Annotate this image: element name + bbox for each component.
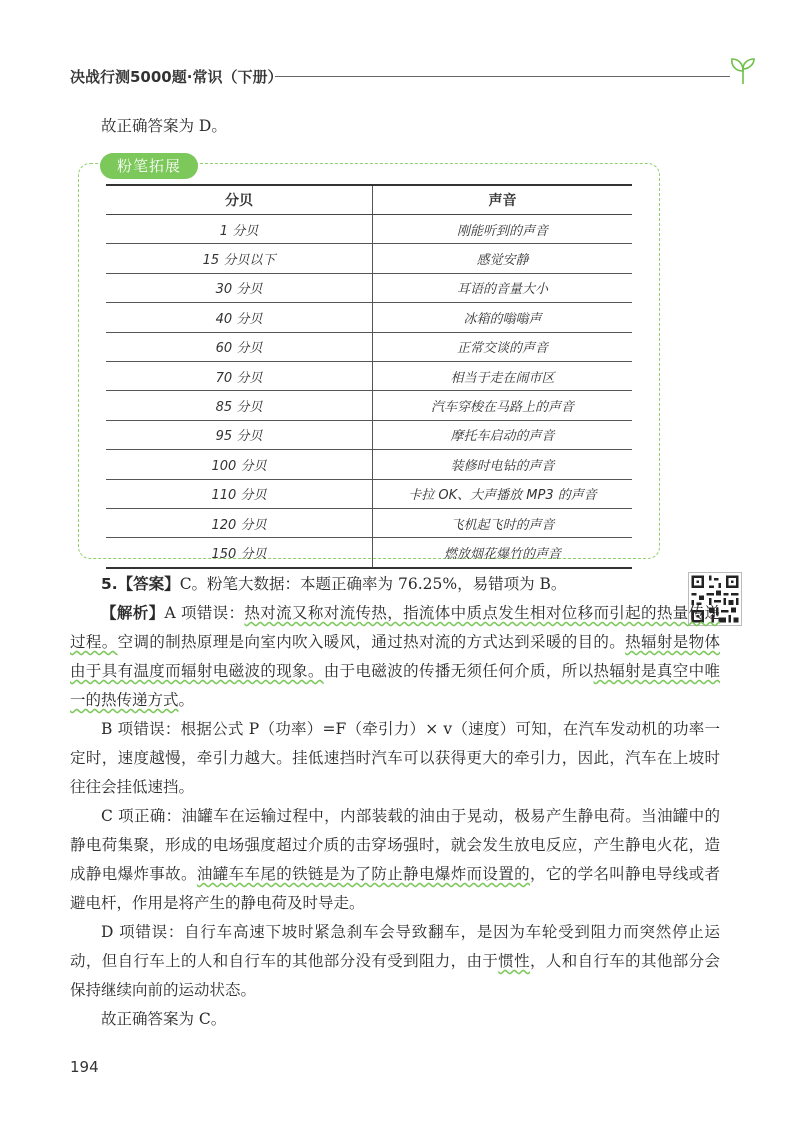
decibel-table bbox=[106, 184, 632, 569]
table-row bbox=[106, 479, 632, 508]
table-row bbox=[106, 303, 632, 332]
analysis-b: B 项错误：根据公式 P（功率）=F（牵引力）× v（速度）可知，在汽车发动机的功率一定时，速度越慢，牵引力越大。挂低速挡时汽车可以获得更大的牵引力，因此，汽车在上坡时往往会挂低速挡。 bbox=[70, 720, 720, 796]
table-row bbox=[106, 244, 632, 273]
decibel-cell: 70 分贝 bbox=[106, 361, 373, 390]
table-header-row bbox=[106, 185, 632, 215]
column-header: 声音 bbox=[373, 185, 633, 215]
body-text: ，它的学名叫静电导线或者避电杆，作用是将产生的静电荷及时导走。 bbox=[70, 865, 720, 912]
option-a-verdict: A 项错误： bbox=[164, 604, 245, 622]
analysis-a bbox=[70, 599, 720, 715]
sound-cell: 卡拉 OK、大声播放 MP3 的声音 bbox=[373, 479, 633, 508]
sound-cell: 汽车穿梭在马路上的声音 bbox=[373, 391, 633, 420]
body-text: 由于电磁波的传播无须任何介质，所以 bbox=[323, 662, 594, 680]
sound-cell: 冰箱的嗡嗡声 bbox=[373, 303, 633, 332]
answer-label: 5.【答案】 bbox=[101, 575, 180, 593]
conclusion: 故正确答案为 C。 bbox=[101, 1010, 227, 1028]
decibel-cell: 60 分贝 bbox=[106, 332, 373, 361]
highlight-text: 惯性 bbox=[498, 952, 530, 970]
sound-cell: 燃放烟花爆竹的声音 bbox=[373, 538, 633, 568]
body-text: ，人和自行车的其他部分会保持继续向前的运动状态。 bbox=[70, 952, 720, 999]
answer-line bbox=[70, 570, 720, 599]
sound-cell: 飞机起飞时的声音 bbox=[373, 508, 633, 537]
decibel-cell: 1 分贝 bbox=[106, 215, 373, 244]
decibel-cell: 100 分贝 bbox=[106, 450, 373, 479]
page-header bbox=[70, 60, 760, 92]
body-text: 空调的制热原理是向室内吹入暖风，通过热对流的方式达到采暖的目的。 bbox=[117, 633, 626, 651]
body-text: 。 bbox=[178, 691, 195, 709]
page-number: 194 bbox=[70, 1058, 99, 1076]
table-row bbox=[106, 361, 632, 390]
sound-cell: 刚能听到的声音 bbox=[373, 215, 633, 244]
table-row bbox=[106, 273, 632, 302]
sound-cell: 摩托车启动的声音 bbox=[373, 420, 633, 449]
body-text: D 项错误：自行车高速下坡时紧急刹车会导致翻车，是因为车轮受到阻力而突然停止运动，但自行车上的人和自行车的其他部分没有受到阻力，由于 bbox=[70, 923, 720, 970]
sound-cell: 感觉安静 bbox=[373, 244, 633, 273]
table-row bbox=[106, 391, 632, 420]
analysis-label: 【解析】 bbox=[101, 604, 165, 622]
sprout-icon bbox=[726, 54, 760, 88]
highlight-text: 油罐车车尾的铁链是为了防止静电爆炸而设置的 bbox=[196, 865, 530, 883]
table-row bbox=[106, 538, 632, 568]
decibel-cell: 30 分贝 bbox=[106, 273, 373, 302]
body-text: C 项正确：油罐车在运输过程中，内部装载的油由于晃动，极易产生静电荷。当油罐中的静电荷集聚，形成的电场强度超过介质的击穿场强时，就会发生放电反应，产生静电火花，造成静电爆炸事故。 bbox=[70, 807, 720, 883]
highlight-text: 热辐射是物体由于具有温度而辐射电磁波的现象。 bbox=[70, 633, 720, 680]
highlight-text: 热辐射是真空中唯一的热传递方式 bbox=[70, 662, 720, 709]
decibel-cell: 120 分贝 bbox=[106, 508, 373, 537]
previous-answer: 故正确答案为 D。 bbox=[101, 117, 227, 135]
sound-cell: 相当于走在闹市区 bbox=[373, 361, 633, 390]
decibel-cell: 40 分贝 bbox=[106, 303, 373, 332]
decibel-cell: 110 分贝 bbox=[106, 479, 373, 508]
sound-cell: 装修时电钻的声音 bbox=[373, 450, 633, 479]
highlight-text: 热对流又称对流传热，指流体中质点发生相对位移而引起的热量传递过程。 bbox=[70, 604, 720, 651]
table-row bbox=[106, 215, 632, 244]
decibel-cell: 95 分贝 bbox=[106, 420, 373, 449]
book-title: 决战行测5000题·常识（下册） bbox=[70, 68, 283, 86]
table-row bbox=[106, 332, 632, 361]
table-row bbox=[106, 508, 632, 537]
column-header: 分贝 bbox=[106, 185, 373, 215]
header-rule bbox=[275, 76, 730, 77]
decibel-cell: 15 分贝以下 bbox=[106, 244, 373, 273]
decibel-cell: 150 分贝 bbox=[106, 538, 373, 568]
answer-text: C。粉笔大数据：本题正确率为 76.25%，易错项为 B。 bbox=[179, 575, 567, 593]
table-row bbox=[106, 420, 632, 449]
sound-cell: 耳语的音量大小 bbox=[373, 273, 633, 302]
sound-cell: 正常交谈的声音 bbox=[373, 332, 633, 361]
extension-tab: 粉笔拓展 bbox=[100, 153, 198, 179]
analysis-c bbox=[70, 802, 720, 918]
analysis-d bbox=[70, 918, 720, 1005]
table-row bbox=[106, 450, 632, 479]
decibel-cell: 85 分贝 bbox=[106, 391, 373, 420]
